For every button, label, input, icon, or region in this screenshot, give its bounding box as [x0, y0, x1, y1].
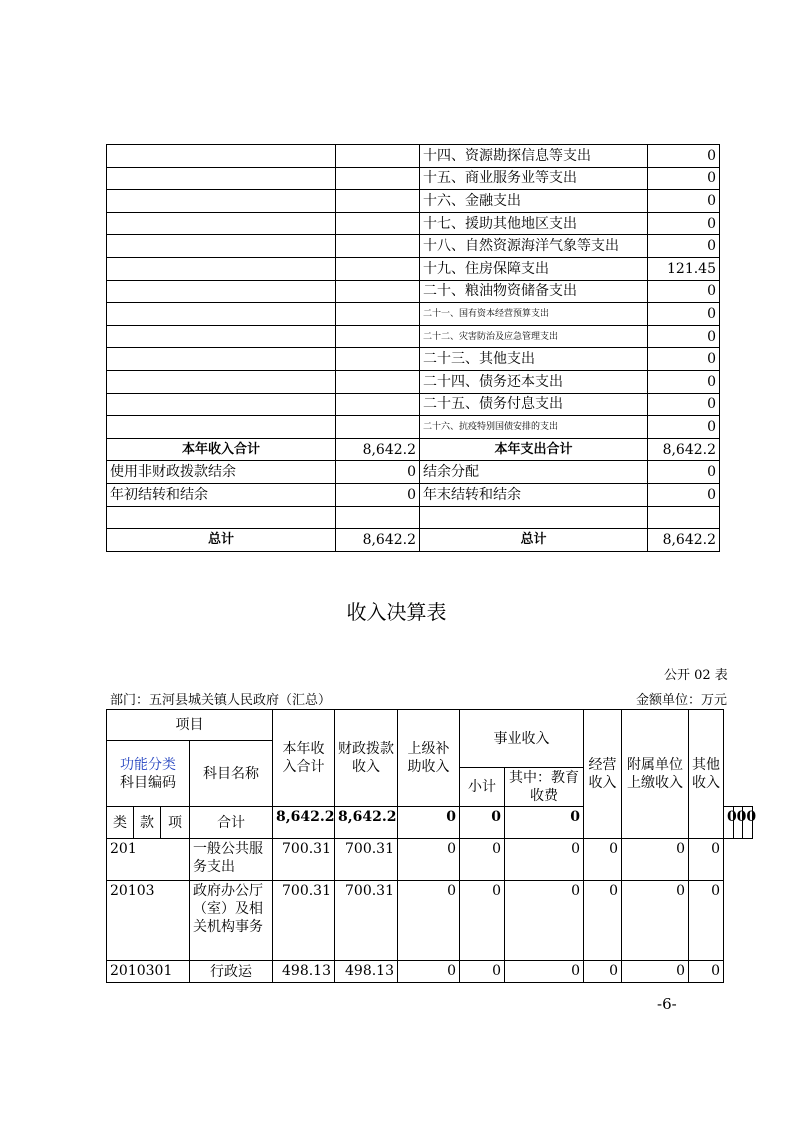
table-row	[107, 325, 720, 348]
expense-item-label: 二十五、债务付息支出	[420, 393, 648, 416]
row-value: 0	[460, 881, 505, 961]
header-subtotal: 小计	[460, 768, 505, 807]
header-year-income: 本年收入合计	[273, 710, 335, 807]
expense-item-value: 0	[648, 280, 720, 303]
total-value: 0	[398, 807, 460, 839]
expense-item-label: 十六、金融支出	[420, 190, 648, 213]
total-value: 8,642.2	[273, 807, 335, 839]
nonfiscal-surplus-value: 0	[336, 461, 420, 484]
expense-item-value: 0	[648, 167, 720, 190]
empty-cell	[107, 280, 336, 303]
row-value: 0	[584, 839, 622, 881]
row-name: 政府办公厅（室）及相关机构事务	[190, 881, 273, 961]
empty-cell	[107, 325, 336, 348]
total-value: 0	[743, 807, 753, 839]
empty-cell	[107, 303, 336, 326]
table-row	[107, 190, 720, 213]
total-name: 合计	[190, 807, 273, 839]
grand-total-right-value: 8,642.2	[648, 529, 720, 552]
expense-item-value: 0	[648, 393, 720, 416]
table-row	[107, 257, 720, 280]
row-value: 498.13	[273, 961, 335, 983]
table-row	[107, 370, 720, 393]
table-row	[107, 303, 720, 326]
empty-cell	[336, 393, 420, 416]
row-value: 0	[460, 961, 505, 983]
row-value: 0	[622, 961, 689, 983]
header-lei: 类	[107, 807, 134, 839]
row-value: 0	[584, 881, 622, 961]
row-value: 0	[398, 881, 460, 961]
surplus-allocation-value: 0	[648, 461, 720, 484]
row-code: 201	[107, 839, 190, 881]
expense-item-label: 十八、自然资源海洋气象等支出	[420, 235, 648, 258]
income-final-accounts-table	[106, 709, 757, 983]
empty-cell	[107, 190, 336, 213]
row-value: 700.31	[335, 839, 398, 881]
empty-cell	[107, 416, 336, 439]
table-row	[107, 145, 720, 168]
page-title: 收入决算表	[346, 600, 447, 624]
row-value: 0	[505, 881, 584, 961]
header-row-1	[107, 710, 753, 741]
grand-total-left-value: 8,642.2	[336, 529, 420, 552]
header-item: 项目	[107, 710, 273, 741]
empty-cell	[336, 303, 420, 326]
page-number: -6-	[657, 995, 677, 1013]
empty-cell	[107, 235, 336, 258]
empty-cell	[336, 235, 420, 258]
form-code: 公开 02 表	[664, 668, 728, 683]
empty-cell	[107, 348, 336, 371]
row-name: 行政运	[190, 961, 273, 983]
table-row	[107, 416, 720, 439]
income-total-value: 8,642.2	[336, 438, 420, 461]
empty-cell	[107, 257, 336, 280]
row-value: 0	[460, 839, 505, 881]
row-value: 0	[689, 881, 724, 961]
row-value: 0	[505, 961, 584, 983]
empty-cell	[107, 506, 336, 529]
empty-cell	[336, 506, 420, 529]
table-row-grand-total	[107, 529, 720, 552]
row-value: 0	[689, 961, 724, 983]
header-func-class: 功能分类	[120, 756, 176, 773]
expense-item-value: 0	[648, 348, 720, 371]
empty-cell	[336, 348, 420, 371]
empty-cell	[336, 257, 420, 280]
department-label: 部门：五河县城关镇人民政府（汇总）	[110, 693, 332, 708]
empty-cell	[336, 370, 420, 393]
income-total-label: 本年收入合计	[107, 438, 336, 461]
empty-cell	[420, 506, 648, 529]
row-value: 0	[398, 961, 460, 983]
empty-cell	[107, 393, 336, 416]
end-balance-value: 0	[648, 483, 720, 506]
expense-item-label: 二十六、抗疫特别国债安排的支出	[420, 416, 648, 439]
header-edu-fee: 其中：教育收费	[505, 768, 584, 807]
header-kuan: 款	[134, 807, 161, 839]
expense-item-label: 二十二、灾害防治及应急管理支出	[420, 325, 648, 348]
header-fiscal-income: 财政拨款收入	[335, 710, 398, 807]
expense-item-label: 二十三、其他支出	[420, 348, 648, 371]
row-value: 0	[689, 839, 724, 881]
empty-cell	[336, 190, 420, 213]
table-row	[107, 961, 753, 983]
table-row-year-totals	[107, 438, 720, 461]
row-value: 0	[505, 839, 584, 881]
row-value: 0	[398, 839, 460, 881]
empty-cell	[336, 416, 420, 439]
header-subject-name: 科目名称	[190, 741, 273, 807]
total-value: 8,642.2	[335, 807, 398, 839]
expense-item-label: 二十、粮油物资储备支出	[420, 280, 648, 303]
table-row	[107, 881, 753, 961]
empty-cell	[336, 145, 420, 168]
table-row	[107, 212, 720, 235]
row-value: 700.31	[273, 881, 335, 961]
end-balance-label: 年末结转和结余	[420, 483, 648, 506]
header-subject-code: 科目编码	[120, 774, 176, 791]
row-value: 700.31	[273, 839, 335, 881]
table-row	[107, 393, 720, 416]
expense-item-label: 十七、援助其他地区支出	[420, 212, 648, 235]
surplus-allocation-label: 结余分配	[420, 461, 648, 484]
expense-item-label: 二十四、债务还本支出	[420, 370, 648, 393]
unit-label: 金额单位：万元	[636, 693, 728, 708]
begin-balance-value: 0	[336, 483, 420, 506]
expense-item-value: 0	[648, 212, 720, 235]
expense-item-value: 0	[648, 325, 720, 348]
row-code: 2010301	[107, 961, 190, 983]
empty-cell	[336, 167, 420, 190]
header-func-code-cell	[107, 741, 190, 807]
table-row	[107, 167, 720, 190]
expense-item-value: 0	[648, 145, 720, 168]
total-value: 0	[505, 807, 584, 839]
total-value: 0	[724, 807, 734, 839]
expense-item-value: 0	[648, 303, 720, 326]
expense-item-value: 0	[648, 416, 720, 439]
row-value: 0	[584, 961, 622, 983]
expense-item-label: 十四、资源勘探信息等支出	[420, 145, 648, 168]
table-row	[107, 235, 720, 258]
empty-cell	[107, 370, 336, 393]
header-higher-subsidy: 上级补助收入	[398, 710, 460, 807]
expense-item-value: 0	[648, 235, 720, 258]
row-value: 498.13	[335, 961, 398, 983]
row-code: 20103	[107, 881, 190, 961]
total-value: 0	[460, 807, 505, 839]
row-value: 700.31	[335, 881, 398, 961]
summary-table-body	[107, 145, 720, 552]
header-other-income: 其他收入	[689, 710, 724, 839]
income-expense-summary-table	[106, 144, 720, 552]
expense-item-label: 十九、住房保障支出	[420, 257, 648, 280]
expense-item-value: 0	[648, 190, 720, 213]
expense-item-value: 0	[648, 370, 720, 393]
empty-cell	[336, 325, 420, 348]
empty-cell	[336, 212, 420, 235]
table-row	[107, 483, 720, 506]
header-xiang: 项	[161, 807, 190, 839]
row-value: 0	[622, 839, 689, 881]
expense-item-value: 121.45	[648, 257, 720, 280]
expense-item-label: 十五、商业服务业等支出	[420, 167, 648, 190]
table-row	[107, 461, 720, 484]
begin-balance-label: 年初结转和结余	[107, 483, 336, 506]
header-business-income: 经营收入	[584, 710, 622, 839]
row-name: 一般公共服务支出	[190, 839, 273, 881]
table-row	[107, 280, 720, 303]
row-value: 0	[622, 881, 689, 961]
empty-cell	[107, 212, 336, 235]
header-career-income: 事业收入	[460, 710, 584, 768]
nonfiscal-surplus-label: 使用非财政拨款结余	[107, 461, 336, 484]
grand-total-right-label: 总计	[420, 529, 648, 552]
grand-total-left-label: 总计	[107, 529, 336, 552]
expense-item-label: 二十一、国有资本经营预算支出	[420, 303, 648, 326]
empty-cell	[648, 506, 720, 529]
expense-total-label: 本年支出合计	[420, 438, 648, 461]
table-row	[107, 348, 720, 371]
header-affiliate-income: 附属单位上缴收入	[622, 710, 689, 839]
table-row	[107, 839, 753, 881]
table-row-empty	[107, 506, 720, 529]
empty-cell	[107, 145, 336, 168]
empty-cell	[107, 167, 336, 190]
total-value: 0	[733, 807, 743, 839]
empty-cell	[336, 280, 420, 303]
expense-total-value: 8,642.2	[648, 438, 720, 461]
